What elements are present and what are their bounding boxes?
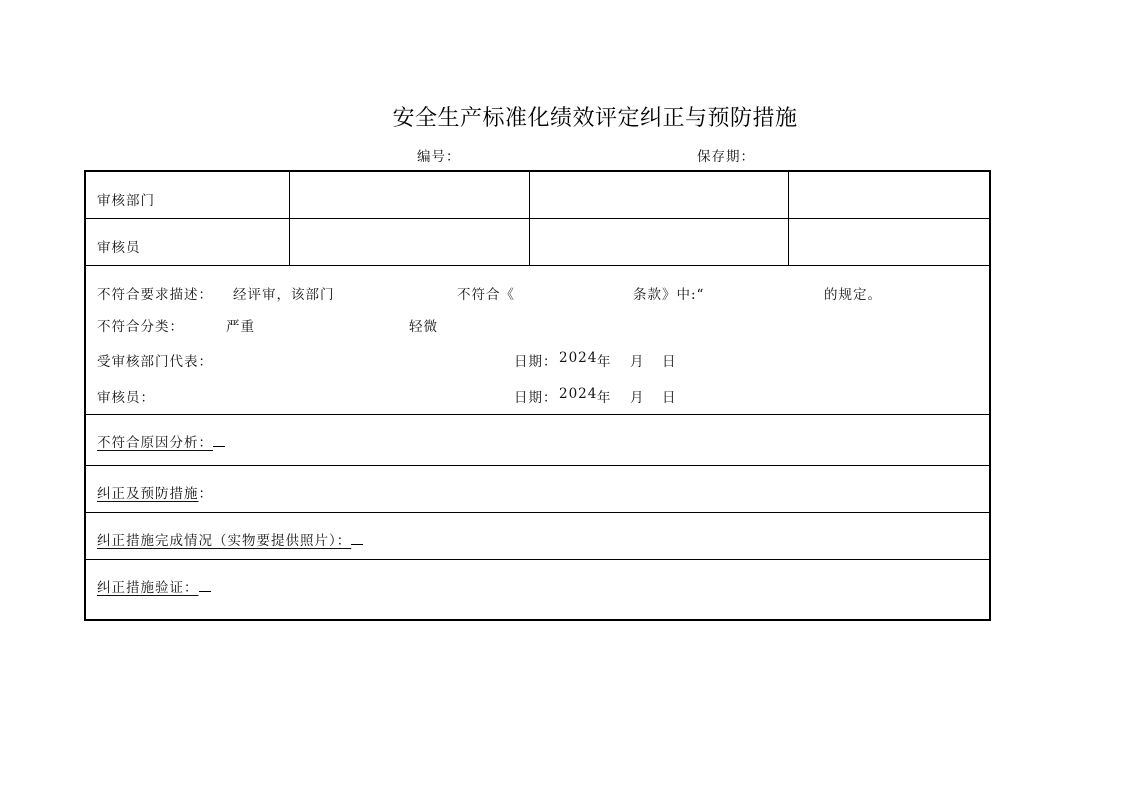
completion-status-row[interactable] [86,513,989,560]
verification-row[interactable] [86,560,989,619]
description-clause-text: 条款》中:“ [633,287,705,303]
column-divider [788,172,789,218]
auditor-field-2[interactable] [530,219,788,265]
audited-dept-field-3[interactable] [789,172,989,218]
dept-rep-label: 受审核部门代表： [97,354,213,370]
audited-dept-label: 审核部门 [97,193,155,209]
auditor-sign-day-unit: 日 [662,390,677,406]
cause-analysis-row[interactable] [86,415,989,466]
description-rule-text: 的规定。 [824,287,882,303]
auditor-label-cell [86,219,289,265]
auditor-sign-year: 2024 [559,386,598,402]
auditor-sign-date-label: 日期： [514,390,558,406]
audited-dept-label-cell [86,172,289,218]
auditor-sign-year-unit: 年 [597,390,612,406]
description-nonconform-text: 不符合《 [457,287,515,303]
auditor-sign-month-unit: 月 [630,390,645,406]
column-divider [289,219,290,265]
column-divider [529,172,530,218]
completion-status-label: 纠正措施完成情况（实物要提供照片）： [97,529,363,549]
classification-minor[interactable]: 轻微 [409,319,438,335]
code-label: 编号： [417,149,461,165]
audited-dept-row [86,172,989,219]
auditor-field-3[interactable] [789,219,989,265]
description-reviewed-text: 经评审，该部门 [233,287,335,303]
dept-rep-date-label: 日期： [514,354,558,370]
measures-label: 纠正及预防措施： [97,486,213,502]
audited-dept-field-2[interactable] [530,172,788,218]
classification-severe[interactable]: 严重 [226,319,255,335]
column-divider [788,219,789,265]
column-divider [289,172,290,218]
measures-row[interactable] [86,466,989,513]
audited-dept-field-1[interactable] [290,172,529,218]
auditor-label: 审核员 [97,240,141,256]
classification-label: 不符合分类： [97,319,184,335]
auditor-sign-label: 审核员： [97,390,155,406]
verification-label: 纠正措施验证： [97,576,211,596]
document-title: 安全生产标准化绩效评定纠正与预防措施 [392,106,798,131]
cause-analysis-label: 不符合原因分析： [97,431,225,451]
corrective-action-form [84,170,991,621]
description-prefix: 不符合要求描述： [97,287,213,303]
auditor-field-1[interactable] [290,219,529,265]
nonconformity-description-row[interactable] [86,266,989,415]
auditor-row [86,219,989,266]
retention-period-label: 保存期： [697,149,755,165]
dept-rep-year: 2024 [559,350,598,366]
dept-rep-year-unit: 年 [597,354,612,370]
dept-rep-day-unit: 日 [662,354,677,370]
column-divider [529,219,530,265]
dept-rep-month-unit: 月 [630,354,645,370]
